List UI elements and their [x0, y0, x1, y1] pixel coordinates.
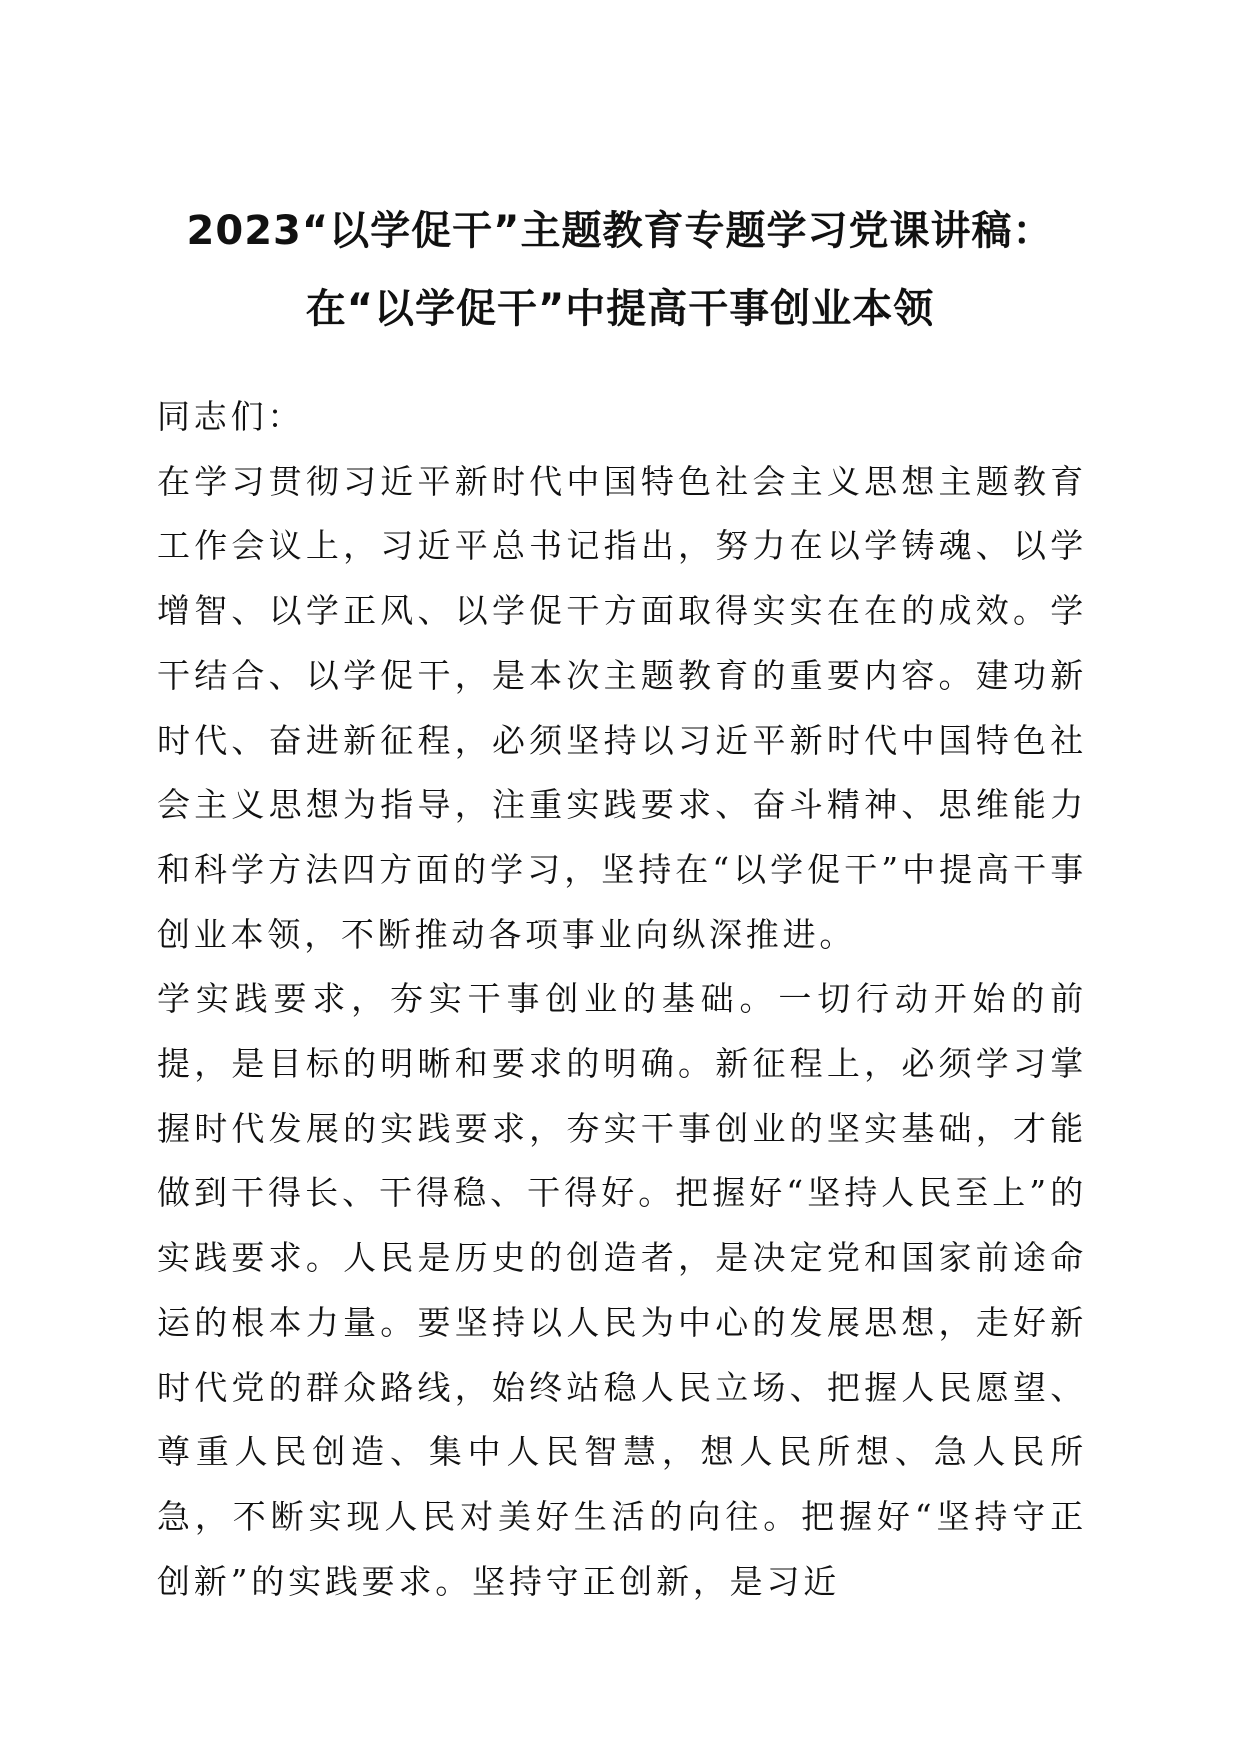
document-body	[157, 385, 1087, 1614]
paragraph-intro: 在学习贯彻习近平新时代中国特色社会主义思想主题教育工作会议上，习近平总书记指出，努力在以学铸魂、以学增智、以学正风、以学促干方面取得实实在在的成效。学干结合、以学促干，是本次主题教育的重要内容。建功新时代、奋进新征程，必须坚持以习近平新时代中国特色社会主义思想为指导，注重实践要求、奋斗精神、思维能力和科学方法四方面的学习，坚持在“以学促干”中提高干事创业本领，不断推动各项事业向纵深推进。	[157, 461, 1087, 954]
document-title	[150, 192, 1090, 348]
title-line-2: 在“以学促干”中提高干事创业本领	[305, 286, 935, 332]
title-line-1: 2023“以学促干”主题教育专题学习党课讲稿：	[186, 208, 1054, 254]
salutation: 同志们：	[157, 397, 305, 436]
paragraph-practice-requirements: 学实践要求，夯实干事创业的基础。一切行动开始的前提，是目标的明晰和要求的明确。新征程上，必须学习掌握时代发展的实践要求，夯实干事创业的坚实基础，才能做到干得长、干得稳、干得好。把握好“坚持人民至上”的实践要求。人民是历史的创造者，是决定党和国家前途命运的根本力量。要坚持以人民为中心的发展思想，走好新时代党的群众路线，始终站稳人民立场、把握人民愿望、尊重人民创造、集中人民智慧，想人民所想、急人民所急，不断实现人民对美好生活的向往。把握好“坚持守正创新”的实践要求。坚持守正创新，是习近	[157, 979, 1087, 1601]
